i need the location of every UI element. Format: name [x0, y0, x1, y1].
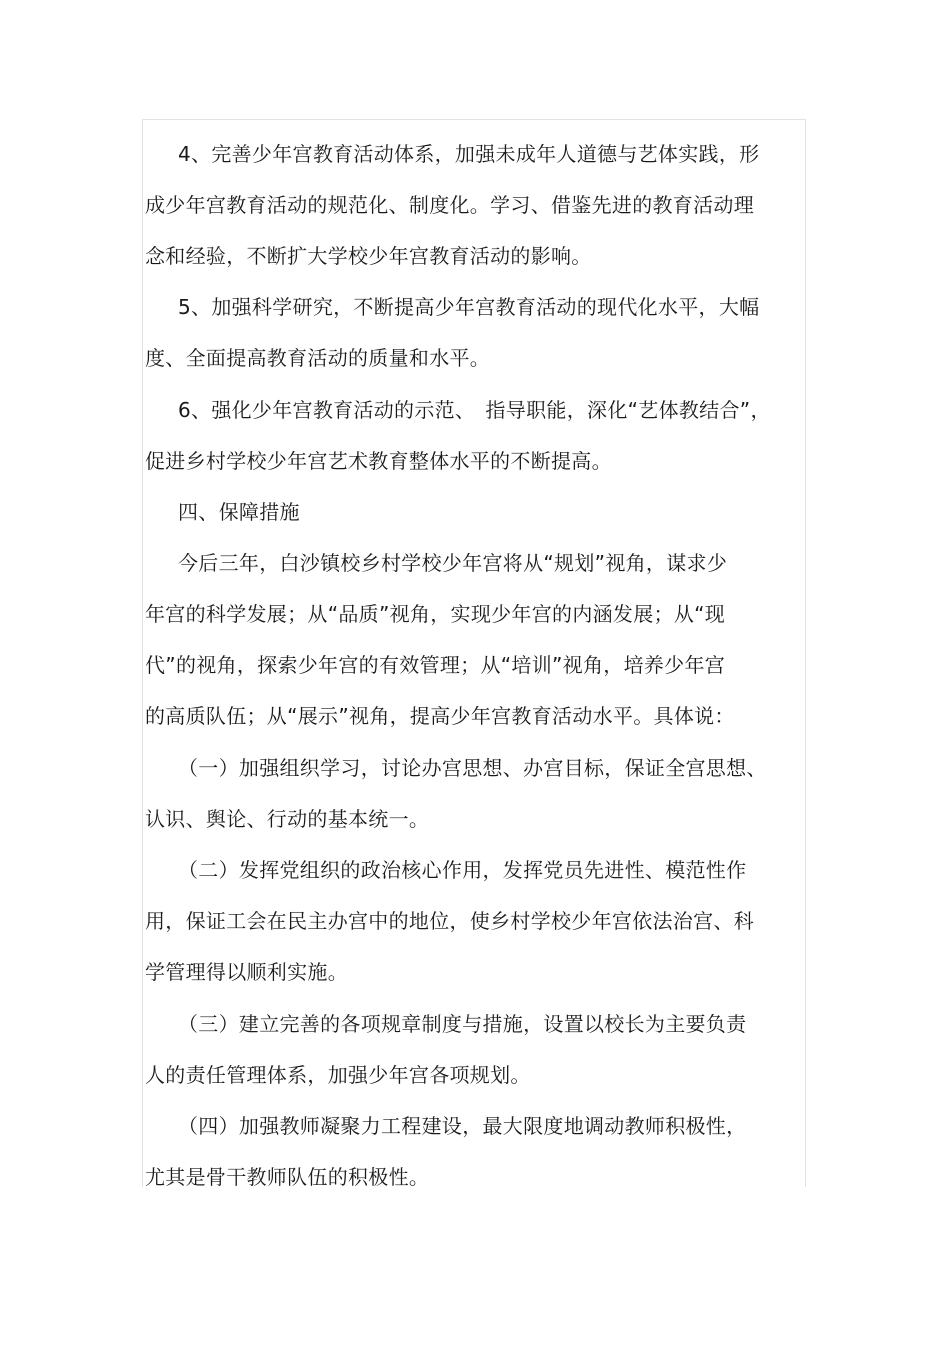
text-line: 今后三年，白沙镇校乡村学校少年宫将从“规划”视角，谋求少: [178, 551, 728, 575]
text-line: 尤其是骨干教师队伍的积极性。: [145, 1165, 430, 1189]
text-line: 6、强化少年宫教育活动的示范、 指导职能，深化“艺体教结合”，: [178, 398, 771, 422]
section-heading: 四、保障措施: [178, 500, 300, 524]
text-line: 学管理得以顺利实施。: [145, 960, 348, 984]
text-line: 成少年宫教育活动的规范化、制度化。学习、借鉴先进的教育活动理: [145, 193, 754, 217]
text-line: 认识、舆论、行动的基本统一。: [145, 807, 430, 831]
text-line: 促进乡村学校少年宫艺术教育整体水平的不断提高。: [145, 449, 612, 473]
text-line: 用，保证工会在民主办宫中的地位，使乡村学校少年宫依法治宫、科: [145, 909, 754, 933]
text-line: 代”的视角，探索少年宫的有效管理；从“培训”视角，培养少年宫: [145, 653, 726, 677]
text-line: 5、加强科学研究，不断提高少年宫教育活动的现代化水平，大幅: [178, 295, 760, 319]
text-line: （三）建立完善的各项规章制度与措施，设置以校长为主要负责: [178, 1012, 747, 1036]
text-line: 念和经验，不断扩大学校少年宫教育活动的影响。: [145, 244, 592, 268]
text-line: （四）加强教师凝聚力工程建设，最大限度地调动教师积极性，: [178, 1114, 747, 1138]
text-line: 年宫的科学发展；从“品质”视角，实现少年宫的内涵发展；从“现: [145, 602, 726, 626]
text-line: 4、完善少年宫教育活动体系，加强未成年人道德与艺体实践，形: [178, 142, 760, 166]
text-line: （一）加强组织学习，讨论办宫思想、办宫目标，保证全宫思想、: [178, 756, 767, 780]
text-line: 度、全面提高教育活动的质量和水平。: [145, 346, 491, 370]
text-line: （二）发挥党组织的政治核心作用，发挥党员先进性、模范性作: [178, 858, 747, 882]
text-line: 人的责任管理体系，加强少年宫各项规划。: [145, 1063, 531, 1087]
text-line: 的高质队伍；从“展示”视角，提高少年宫教育活动水平。具体说：: [145, 704, 735, 728]
